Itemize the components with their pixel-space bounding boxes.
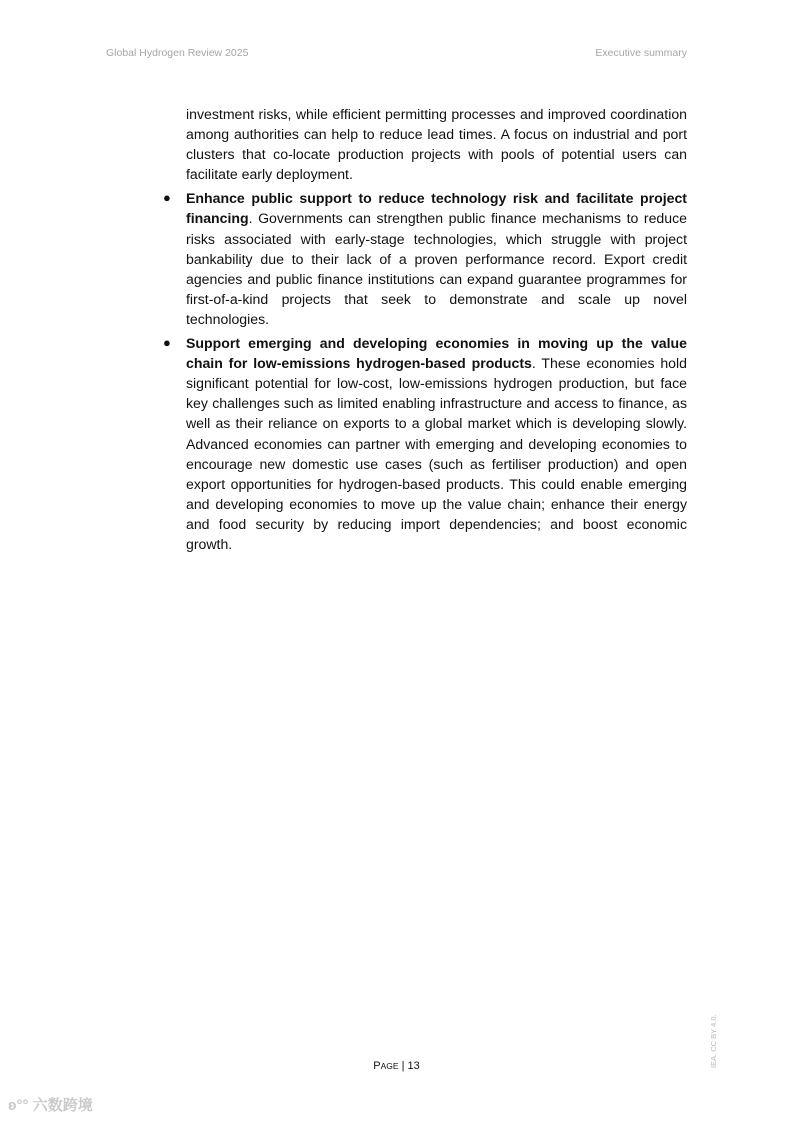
running-header-title: Global Hydrogen Review 2025 — [106, 47, 249, 59]
bullet-text: . Governments can strengthen public finance mechanisms to reduce risks associated with early-stage technologies, which struggle with project bankability due to their lack of a proven performance record. Export credit agencies and public finance institutions can expand guarantee programmes for first-of-a-kind projects that seek to demonstrate and scale up novel technologies. — [186, 210, 687, 327]
continuation-paragraph: investment risks, while efficient permitting processes and improved coordination among authorities can help to reduce lead times. A focus on industrial and port clusters that co-locate production projects with pools of potential users can facilitate early deployment. — [186, 106, 687, 183]
bullet-heading: Enhance public support to reduce technology risk and facilitate project financing — [186, 190, 687, 227]
bullet-icon: ● — [163, 335, 171, 351]
running-header-section: Executive summary — [595, 47, 687, 59]
watermark-logo — [8, 1094, 93, 1115]
bullet-text: . These economies hold significant potential for low-cost, low-emissions hydrogen production, but face key challenges such as limited enabling infrastructure and access to finance, as well as their reliance on exports to a global market which is developing slowly. Advanced economies can partner with emerging and developing economies to encourage new domestic use cases (such as fertiliser production) and open export opportunities for hydrogen-based products. This could enable emerging and developing economies to move up the value chain; enhance their energy and food security by reducing import dependencies; and boost economic growth. — [186, 355, 687, 552]
list-item — [163, 188, 687, 329]
watermark-text: 六数跨境 — [32, 1097, 93, 1114]
page-separator: | — [398, 1060, 408, 1072]
license-note: IEA. CC BY 4.0. — [709, 1014, 718, 1068]
bullet-heading: Support emerging and developing economies in moving up the value chain for low-emissions hydrogen-based products — [186, 335, 687, 372]
body-content — [163, 104, 687, 558]
page-footer — [0, 1060, 793, 1072]
page-number: 13 — [407, 1060, 420, 1072]
bullet-icon: ● — [163, 190, 171, 206]
watermark-icon: ʚ°° — [8, 1097, 29, 1114]
page-label: PAGE — [373, 1060, 399, 1072]
list-item — [163, 333, 687, 554]
